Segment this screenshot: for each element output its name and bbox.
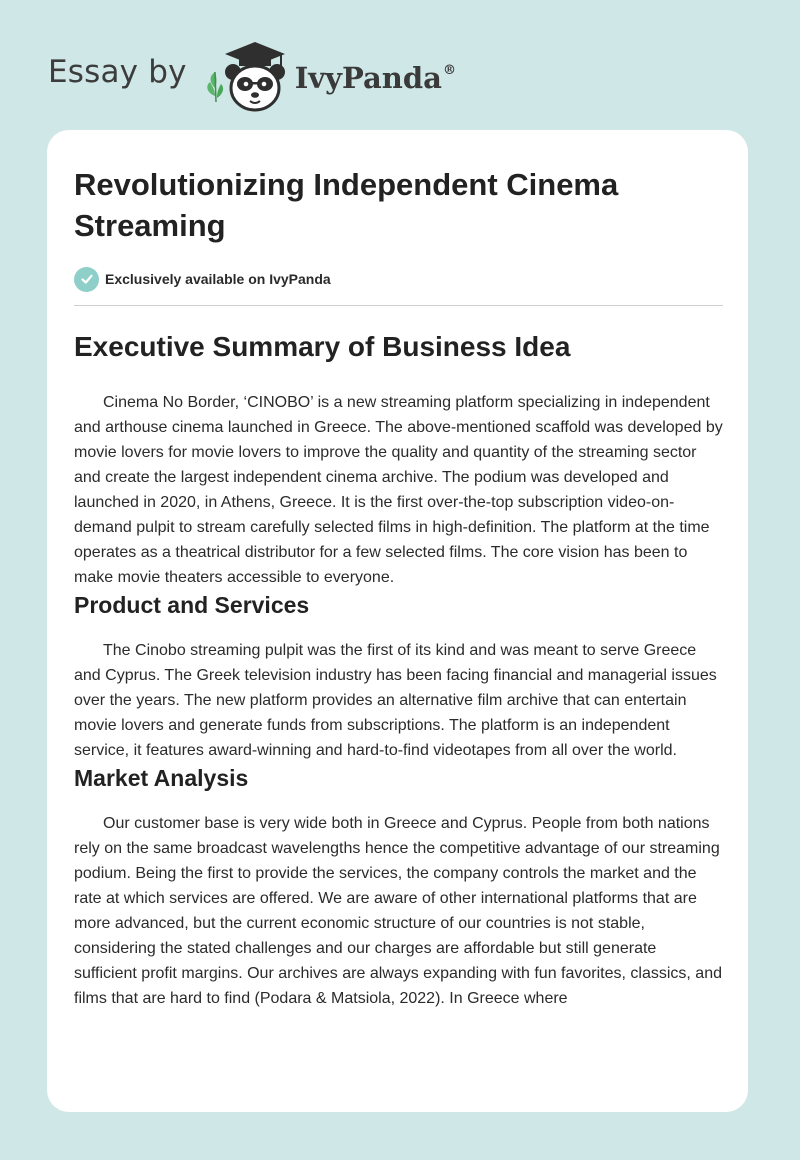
exclusive-badge-label: Exclusively available on IvyPanda: [105, 271, 331, 287]
check-circle-icon: [74, 267, 99, 292]
section-paragraph-market-analysis: Our customer base is very wide both in Greece and Cyprus. People from both nations rely on the same broadcast wavelengths hence the competitive advantage of our streaming podium. Being the first to provide the services, the company controls the market and the rate at which services are offered. We are aware of other international platforms that are more advanced, but the current economic structure of our countries is not stable, considering the stated challenges and our charges are affordable but still generate sufficient profit margins. Our archives are always expanding with fun favorites, classics, and films that are hard to find (Podara & Matsiola, 2022). In Greece where: [74, 815, 722, 1007]
section-paragraph-product-services: The Cinobo streaming pulpit was the first of its kind and was meant to serve Greece and Cyprus. The Greek television industry has been facing financial and managerial issues over the years. The new platform provides an alternative film archive that can entertain movie lovers and generate funds from subscriptions. The platform is an independent service, it features award-winning and hard-to-find videotapes from all over the world.: [74, 642, 717, 759]
page-title: Revolutionizing Independent Cinema Streaming: [74, 167, 619, 243]
section-heading-product-services: Product and Services: [74, 592, 310, 618]
panda-logo-icon[interactable]: [201, 36, 293, 116]
registered-mark: ®: [442, 63, 456, 79]
section-heading-executive-summary: Executive Summary of Business Idea: [74, 331, 571, 362]
section-paragraph-executive-summary: Cinema No Border, ‘CINOBO’ is a new streaming platform specializing in independent and arthouse cinema launched in Greece. The above-mentioned scaffold was developed by movie lovers for movie lovers to improve the quality and quantity of the streaming sector and create the largest independent cinema archive. The podium was developed and launched in 2020, in Athens, Greece. It is the first over-the-top subscription video-on-demand pulpit to stream carefully selected films in high-definition. The platform at the time operates as a theatrical distributor for a few selected films. The core vision has been to make movie theaters accessible to everyone.: [74, 394, 723, 586]
section-heading-market-analysis: Market Analysis: [74, 765, 249, 791]
essay-by-label: Essay by: [48, 54, 187, 90]
site-header: [48, 36, 456, 116]
brand-name[interactable]: IvyPanda®: [294, 61, 456, 95]
essay-content: [74, 164, 723, 1011]
essay-card: [47, 130, 748, 1112]
exclusive-badge: [74, 266, 723, 292]
title-divider: [74, 305, 723, 306]
leaf-icon: [207, 72, 223, 102]
